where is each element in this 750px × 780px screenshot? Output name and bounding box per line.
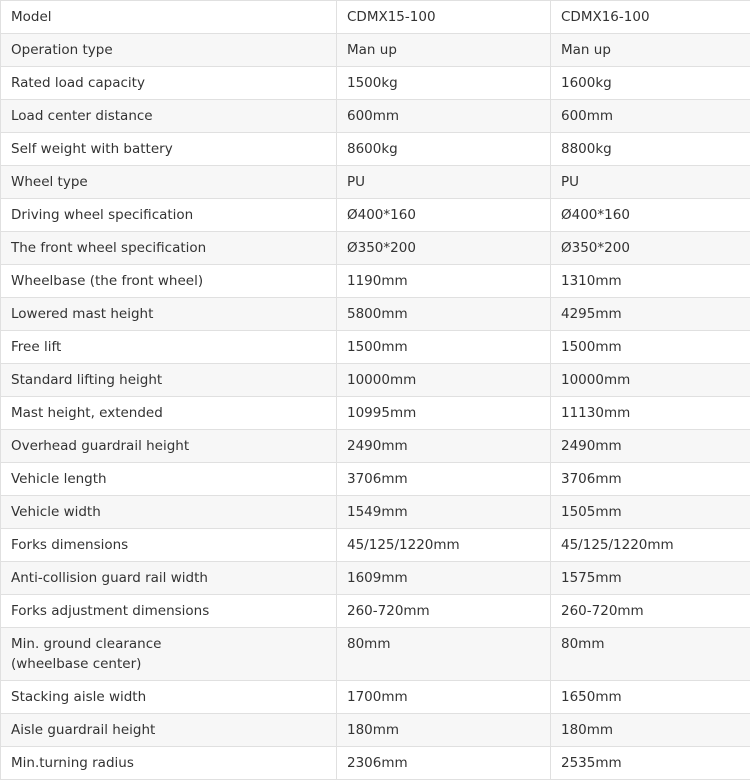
table-row <box>1 595 750 628</box>
spec-value-cdmx16: 260-720mm <box>551 595 750 628</box>
spec-label: Anti-collision guard rail width <box>1 562 337 595</box>
spec-label: Vehicle length <box>1 463 337 496</box>
spec-value-cdmx16: Ø400*160 <box>551 199 750 232</box>
spec-value-cdmx16: 600mm <box>551 100 750 133</box>
spec-value-cdmx15: 3706mm <box>337 463 551 496</box>
spec-label: Overhead guardrail height <box>1 430 337 463</box>
spec-label: Driving wheel specification <box>1 199 337 232</box>
spec-value-cdmx15: 260-720mm <box>337 595 551 628</box>
table-row <box>1 496 750 529</box>
spec-label: Load center distance <box>1 100 337 133</box>
spec-value-cdmx15: 1500kg <box>337 67 551 100</box>
spec-value-cdmx16: 1575mm <box>551 562 750 595</box>
spec-label: Free lift <box>1 331 337 364</box>
table-row <box>1 364 750 397</box>
spec-value-cdmx16: Ø350*200 <box>551 232 750 265</box>
table-row <box>1 681 750 714</box>
spec-value-cdmx15: Ø400*160 <box>337 199 551 232</box>
table-row <box>1 1 750 34</box>
spec-label: Lowered mast height <box>1 298 337 331</box>
spec-value-cdmx15: 600mm <box>337 100 551 133</box>
table-row <box>1 463 750 496</box>
spec-label-line2: (wheelbase center) <box>11 656 141 672</box>
spec-value-cdmx15: Man up <box>337 34 551 67</box>
spec-value-cdmx16: 3706mm <box>551 463 750 496</box>
spec-label: Aisle guardrail height <box>1 714 337 747</box>
spec-value-cdmx16: 1500mm <box>551 331 750 364</box>
spec-value-cdmx15: 1500mm <box>337 331 551 364</box>
spec-value-cdmx16: 2535mm <box>551 747 750 780</box>
spec-label-line1: Min. ground clearance <box>11 636 161 652</box>
spec-label: Operation type <box>1 34 337 67</box>
table-row <box>1 166 750 199</box>
spec-value-cdmx16: 4295mm <box>551 298 750 331</box>
table-row <box>1 397 750 430</box>
table-row <box>1 298 750 331</box>
spec-value-cdmx15: 1609mm <box>337 562 551 595</box>
table-row <box>1 199 750 232</box>
table-row <box>1 100 750 133</box>
spec-value-cdmx16: Man up <box>551 34 750 67</box>
table-row <box>1 34 750 67</box>
table-row <box>1 133 750 166</box>
table-row <box>1 714 750 747</box>
table-row <box>1 529 750 562</box>
spec-value-cdmx16: CDMX16-100 <box>551 1 750 34</box>
spec-label: Vehicle width <box>1 496 337 529</box>
table-row <box>1 562 750 595</box>
spec-value-cdmx15: 1700mm <box>337 681 551 714</box>
spec-label: Standard lifting height <box>1 364 337 397</box>
spec-label: Forks dimensions <box>1 529 337 562</box>
table-row <box>1 747 750 780</box>
spec-value-cdmx16: 1310mm <box>551 265 750 298</box>
spec-value-cdmx15: 8600kg <box>337 133 551 166</box>
spec-value-cdmx16: 1650mm <box>551 681 750 714</box>
spec-value-cdmx15: 45/125/1220mm <box>337 529 551 562</box>
table-row <box>1 265 750 298</box>
spec-value-cdmx15: 10995mm <box>337 397 551 430</box>
spec-label: The front wheel specification <box>1 232 337 265</box>
spec-value-cdmx16: 10000mm <box>551 364 750 397</box>
spec-value-cdmx15: 2490mm <box>337 430 551 463</box>
spec-label: Self weight with battery <box>1 133 337 166</box>
spec-value-cdmx16: 2490mm <box>551 430 750 463</box>
spec-value-cdmx15: PU <box>337 166 551 199</box>
spec-label: Mast height, extended <box>1 397 337 430</box>
spec-label: Forks adjustment dimensions <box>1 595 337 628</box>
spec-value-cdmx15: 180mm <box>337 714 551 747</box>
table-row <box>1 232 750 265</box>
spec-value-cdmx16: 45/125/1220mm <box>551 529 750 562</box>
table-row <box>1 331 750 364</box>
spec-label: Model <box>1 1 337 34</box>
spec-value-cdmx16: 8800kg <box>551 133 750 166</box>
spec-value-cdmx15: 2306mm <box>337 747 551 780</box>
spec-value-cdmx16: 180mm <box>551 714 750 747</box>
spec-value-cdmx15: Ø350*200 <box>337 232 551 265</box>
spec-value-cdmx15: 1190mm <box>337 265 551 298</box>
spec-value-cdmx16: 11130mm <box>551 397 750 430</box>
spec-value-cdmx15: 1549mm <box>337 496 551 529</box>
spec-value-cdmx15: 5800mm <box>337 298 551 331</box>
spec-label: Rated load capacity <box>1 67 337 100</box>
table-row <box>1 430 750 463</box>
spec-value-cdmx16: 1600kg <box>551 67 750 100</box>
spec-label <box>1 628 337 681</box>
spec-label: Wheel type <box>1 166 337 199</box>
spec-value-cdmx15: 10000mm <box>337 364 551 397</box>
table-row <box>1 67 750 100</box>
table-row <box>1 628 750 681</box>
spec-value-cdmx16: PU <box>551 166 750 199</box>
spec-value-cdmx15: 80mm <box>337 628 551 681</box>
spec-value-cdmx16: 80mm <box>551 628 750 681</box>
spec-label: Min.turning radius <box>1 747 337 780</box>
spec-label: Stacking aisle width <box>1 681 337 714</box>
spec-value-cdmx15: CDMX15-100 <box>337 1 551 34</box>
spec-label: Wheelbase (the front wheel) <box>1 265 337 298</box>
spec-value-cdmx16: 1505mm <box>551 496 750 529</box>
